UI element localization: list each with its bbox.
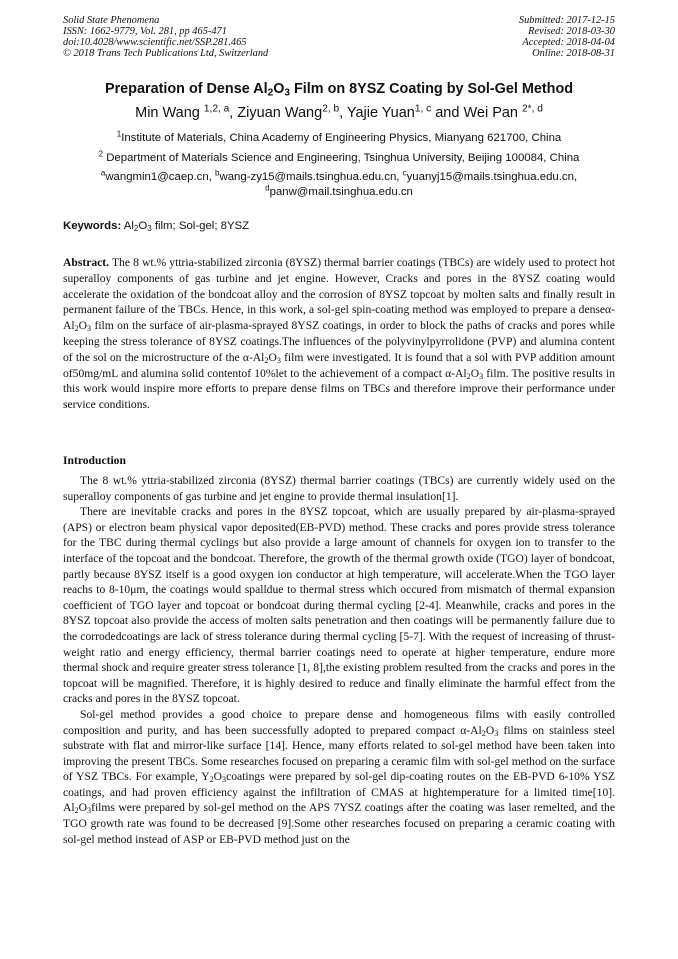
introduction-body [63,473,615,847]
email-link: yuanyj15@mails.tsinghua.edu.cn, [406,171,578,183]
abstract: Abstract. The 8 wt.% yttria-stabilized zirconia (8YSZ) thermal barrier coatings (TBCs) are widely used to protect hot superalloy components of gas turbine and jet engine. However, Cracks and pores in the 8YSZ coating would accelerate the oxidation of the bondcoat alloy and the corrosion of 8YSZ topcoat by molten salts and finally result in permanent failure of the TBCs. Hence, in this work, a sol-gel spin-coating method was employed to prepare a denseα-$Al_2O_3$ film on the surface of air-plasma-sprayed 8YSZ coatings, in order to block the paths of cracks and pores while keeping the stress tolerance of 8YSZ coatings.The influences of the polyvinylpyrrolidone (PVP) and alumina content of the sol on the microstructure of the $\alpha-Al_2O_3$ film were investigated. It is found that a sol with PVP addition amount of50mg/mL and alumina solid contentof 10%let to the achievement of a compact $\alpha-Al_2O_3$ film. The positive results in this work would inspire more efforts to prepare dense films on TBCs and therefore improve their performance under service conditions. [63,256,616,412]
email-link: wangmin1@caep.cn, [105,171,216,183]
abstract-label: Abstract. [63,256,110,269]
email-link: wang-zy15@mails.tsinghua.edu.cn, [219,171,403,183]
section-heading-introduction: Introduction [63,454,126,467]
date-submitted: Submitted: 2017-12-15 [518,15,615,26]
author-name: Wei Pan [463,105,523,121]
author-name: Ziyuan Wang [237,105,323,121]
paragraph: There are inevitable cracks and pores in the 8YSZ topcoat, which are usually prepared by air-plasma-sprayed (APS) or electron beam physical vapor deposited(EB-PVD) method. These cracks and pores provide stress tolerance for the TBC during thermal cyclings but also provide a large amount of channels for oxygen ion to transfer to the interface of the topcoat and the bondcoat. Therefore, the growth of the thermal growth oxide (TGO) layer of bondcoat, partly because 8YSZ itself is a good oxygen ion conductor at high temperature, will accelerate.When the TGO layer reachs to 8-10μm, the coatings would spalldue to thermal stress which occured from mismatch of thermal expansion coefficient of TGO layer and topcoat or bondcoat during thermal cycling [2-4]. Meanwhile, cracks and pores in the 8YSZ topcoat also provide the access of molten salts penetration and then coatings will be permanently failure due to the corrodedcoatings are lack of stress tolerance during thermal cycling [5-7]. With the request of increasing of thrust-weight ratio and energy efficiency, thermal barrier coatings need to operate at higher temperature, endure more thermal shock and require greater stress tolerance [1, 8],the existing problem resulted from the cracks and pores in the topcoat will be magnified. Therefore, it is highly desired to reduce and finally eliminate the harmful effect from the cracks and pores in the 8YSZ topcoat. [63,505,615,706]
affiliation: $^1$Institute of Materials, China Academy of Engineering Physics, Mianyang 621700, China [116,129,562,144]
author-name: Min Wang [135,105,204,121]
paragraph: The 8 wt.% yttria-stabilized zirconia (8YSZ) thermal barrier coatings (TBCs) are currently widely used on the superalloy components of gas turbine and jet engine to provide thermal insulation[1]. [63,474,615,503]
journal-doi: doi:10.4028/www.scientific.net/SSP.281.465 [63,37,247,48]
keywords-label: Keywords: [63,220,122,232]
email-link: panw@mail.tsinghua.edu.cn [269,186,413,198]
author-emails: $^d$panw@mail.tsinghua.edu.cn [265,183,413,198]
date-online: Online: 2018-08-31 [532,48,615,59]
author-list: Min Wang $^{1,2, a}$, Ziyuan Wang$^{2, b}$, Yajie Yuan$^{1, c}$ and Wei Pan $^{2*, d}$ [135,103,543,121]
publication-dates [519,15,615,59]
journal-info [63,15,268,59]
paper-title: Preparation of Dense $Al_2O_3$ Film on 8YSZ Coating by Sol-Gel Method [104,81,574,99]
paragraph: Sol-gel method provides a good choice to prepare dense and homogeneous films with easily controlled composition and purity, and has been successfully adopted to prepared compact $\alpha-Al_2O_3$ films on stainless steel substrate with flat and mirror-like surface [14]. Hence, many efforts related to sol-gel method have been taken into improving the present TBCs. Some researches focused on preparing a ceramic film with sol-gel method on the surface of YSZ TBCs. For example, $Y_2O_3coatings$ were prepared by sol-gel dip-coating routes on the EB-PVD 6-10% YSZ coatings, and had proven efficiency against the infiltration of CMAS at hightemperature for a limited time[10]. $Al_2O_3films$ were prepared by sol-gel method on the APS 7YSZ coatings after the coating was laser remelted, and the TGO growth rate was found to be decreased [9].Some other researches focused on preparing a ceramic coating with sol-gel method instead of ASP or EB-PVD method just on the [63,707,615,846]
keywords: Keywords: $Al_2O_3$ film; Sol-gel; 8YSZ [63,220,250,233]
affiliation: $^2$ Department of Materials Science and Engineering, Tsinghua University, Beijing 100084, China [98,149,580,164]
date-accepted: Accepted: 2018-04-04 [522,37,615,48]
journal-copyright: © 2018 Trans Tech Publications Ltd, Switzerland [63,48,269,59]
journal-name: Solid State Phenomena [63,15,160,26]
journal-issn: ISSN: 1662-9779, Vol. 281, pp 465-471 [63,26,227,37]
author-name: Yajie Yuan [346,105,415,121]
date-revised: Revised: 2018-03-30 [528,26,615,37]
author-emails: $^a$wangmin1@caep.cn, $^b$wang-zy15@mails.tsinghua.edu.cn, $^c$yuanyj15@mails.tsinghua.edu.cn, [100,168,578,183]
